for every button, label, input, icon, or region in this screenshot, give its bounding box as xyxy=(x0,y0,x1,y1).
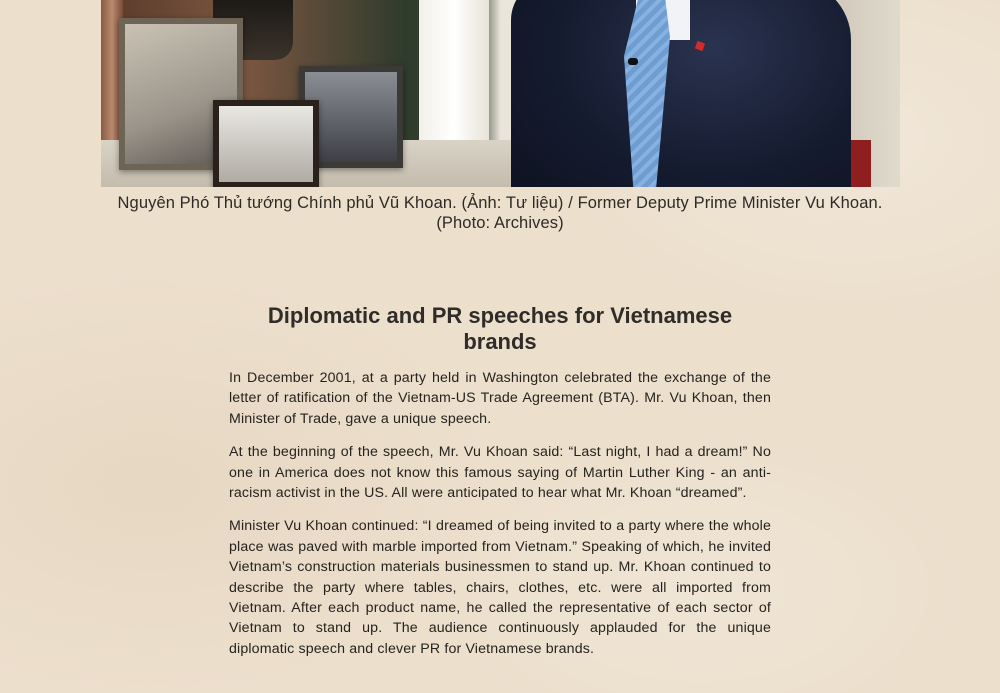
article-body xyxy=(229,368,771,672)
window xyxy=(419,0,489,145)
paragraph: In December 2001, at a party held in Washington celebrated the exchange of the letter of ratification of the Vietnam-US Trade Agreement (BTA). Mr. Vu Khoan, then Minister of Trade, gave a unique speech. xyxy=(229,370,771,427)
photo-caption: Nguyên Phó Thủ tướng Chính phủ Vũ Khoan. (Ảnh: Tư liệu) / Former Deputy Prime Minister Vu Khoan. (Photo: Archives) xyxy=(117,194,883,232)
photo-frame xyxy=(213,100,319,187)
article-photo xyxy=(101,0,900,187)
lapel-microphone xyxy=(628,58,638,65)
paragraph: At the beginning of the speech, Mr. Vu Khoan said: “Last night, I had a dream!” No one in America does not know this famous saying of Martin Luther King - an anti-racism activist in the US. All were anticipated to hear what Mr. Khoan “dreamed”. xyxy=(229,444,771,502)
paragraph: Minister Vu Khoan continued: “I dreamed of being invited to a party where the whole place was paved with marble imported from Vietnam.” Speaking of which, he invited Vietnam’s construction materials businessmen to stand up. Mr. Khoan continued to describe the party where tables, chairs, clothes, etc. were all imported from Vietnam. After each product name, he called the representative of each sector of Vietnam to stand up. The audience continuously applauded for the unique diplomatic speech and clever PR for Vietnamese brands. xyxy=(229,518,771,657)
section-heading: Diplomatic and PR speeches for Vietnamese brands xyxy=(267,303,733,354)
